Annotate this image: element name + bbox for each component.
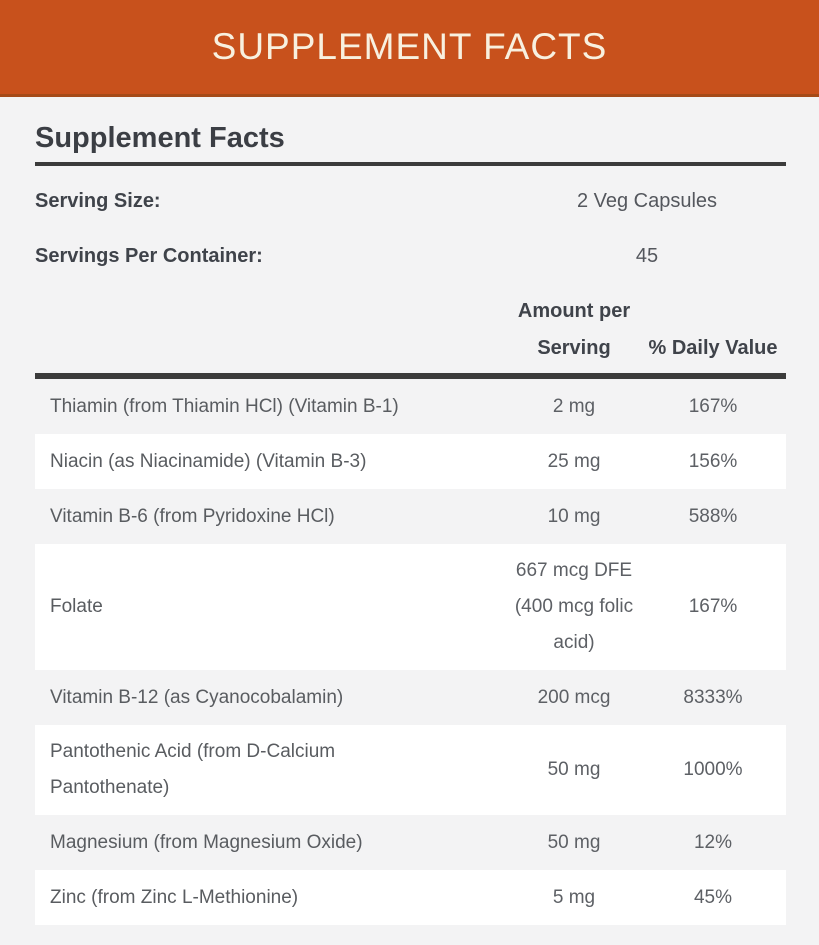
nutrient-amount: 5 mg <box>552 886 596 908</box>
nutrient-name: Pantothenic Acid (from D-Calcium Pantothenate) <box>50 741 336 798</box>
table-row <box>35 544 786 670</box>
nutrient-name: Niacin (as Niacinamide) (Vitamin B-3) <box>50 450 367 472</box>
table-row <box>35 489 786 544</box>
serving-size-label: Serving Size: <box>35 190 161 212</box>
banner-title: SUPPLEMENT FACTS <box>211 26 608 67</box>
nutrient-name: Zinc (from Zinc L-Methionine) <box>50 886 299 908</box>
nutrient-daily-value: 167% <box>688 596 738 617</box>
nutrient-name: Magnesium (from Magnesium Oxide) <box>50 831 363 853</box>
nutrient-amount: 200 mcg <box>537 686 611 708</box>
nutrient-daily-value: 45% <box>693 886 733 908</box>
servings-per-container-value: 45 <box>635 245 659 267</box>
heading-divider <box>35 162 786 166</box>
nutrient-amount: 10 mg <box>547 505 601 527</box>
section-banner <box>0 0 819 97</box>
nutrient-daily-value: 588% <box>688 505 738 527</box>
nutrient-amount: 667 mcg DFE (400 mcg folic acid) <box>514 560 634 653</box>
table-row <box>35 670 786 725</box>
supplement-facts-panel <box>0 121 819 925</box>
nutrient-amount: 50 mg <box>547 759 601 780</box>
nutrient-name: Vitamin B-6 (from Pyridoxine HCl) <box>50 505 335 527</box>
nutrient-amount: 2 mg <box>552 395 596 417</box>
nutrient-daily-value: 156% <box>688 450 738 472</box>
facts-table-body <box>35 379 786 925</box>
nutrient-name-cell <box>35 734 508 806</box>
nutrient-amount: 25 mg <box>547 450 601 472</box>
column-header-amount-per-serving: Amount per Serving <box>517 300 631 359</box>
nutrient-name: Vitamin B-12 (as Cyanocobalamin) <box>50 686 344 708</box>
nutrient-name-cell <box>35 389 508 425</box>
serving-size-value: 2 Veg Capsules <box>576 190 718 212</box>
page-title: Supplement Facts <box>35 122 285 154</box>
serving-size-row <box>35 188 786 214</box>
table-row <box>35 434 786 489</box>
nutrient-daily-value: 8333% <box>683 686 743 708</box>
servings-per-container-row <box>35 243 786 269</box>
facts-table-header <box>35 293 786 367</box>
nutrient-amount: 50 mg <box>547 831 601 853</box>
nutrient-name-cell <box>35 825 508 861</box>
servings-per-container-label: Servings Per Container: <box>35 245 263 267</box>
table-row <box>35 725 786 815</box>
table-row <box>35 870 786 925</box>
nutrient-name-cell <box>35 499 508 535</box>
nutrient-name-cell <box>35 444 508 480</box>
nutrient-name-cell <box>35 880 508 916</box>
table-row <box>35 379 786 434</box>
nutrient-name: Thiamin (from Thiamin HCl) (Vitamin B-1) <box>50 395 399 417</box>
nutrient-daily-value: 1000% <box>683 759 743 780</box>
nutrient-daily-value: 12% <box>693 831 733 853</box>
nutrient-daily-value: 167% <box>688 395 738 417</box>
nutrient-name-cell <box>35 680 508 716</box>
column-header-daily-value: % Daily Value <box>648 337 778 359</box>
nutrient-name-cell <box>35 589 508 625</box>
table-row <box>35 815 786 870</box>
nutrient-name: Folate <box>50 596 103 617</box>
